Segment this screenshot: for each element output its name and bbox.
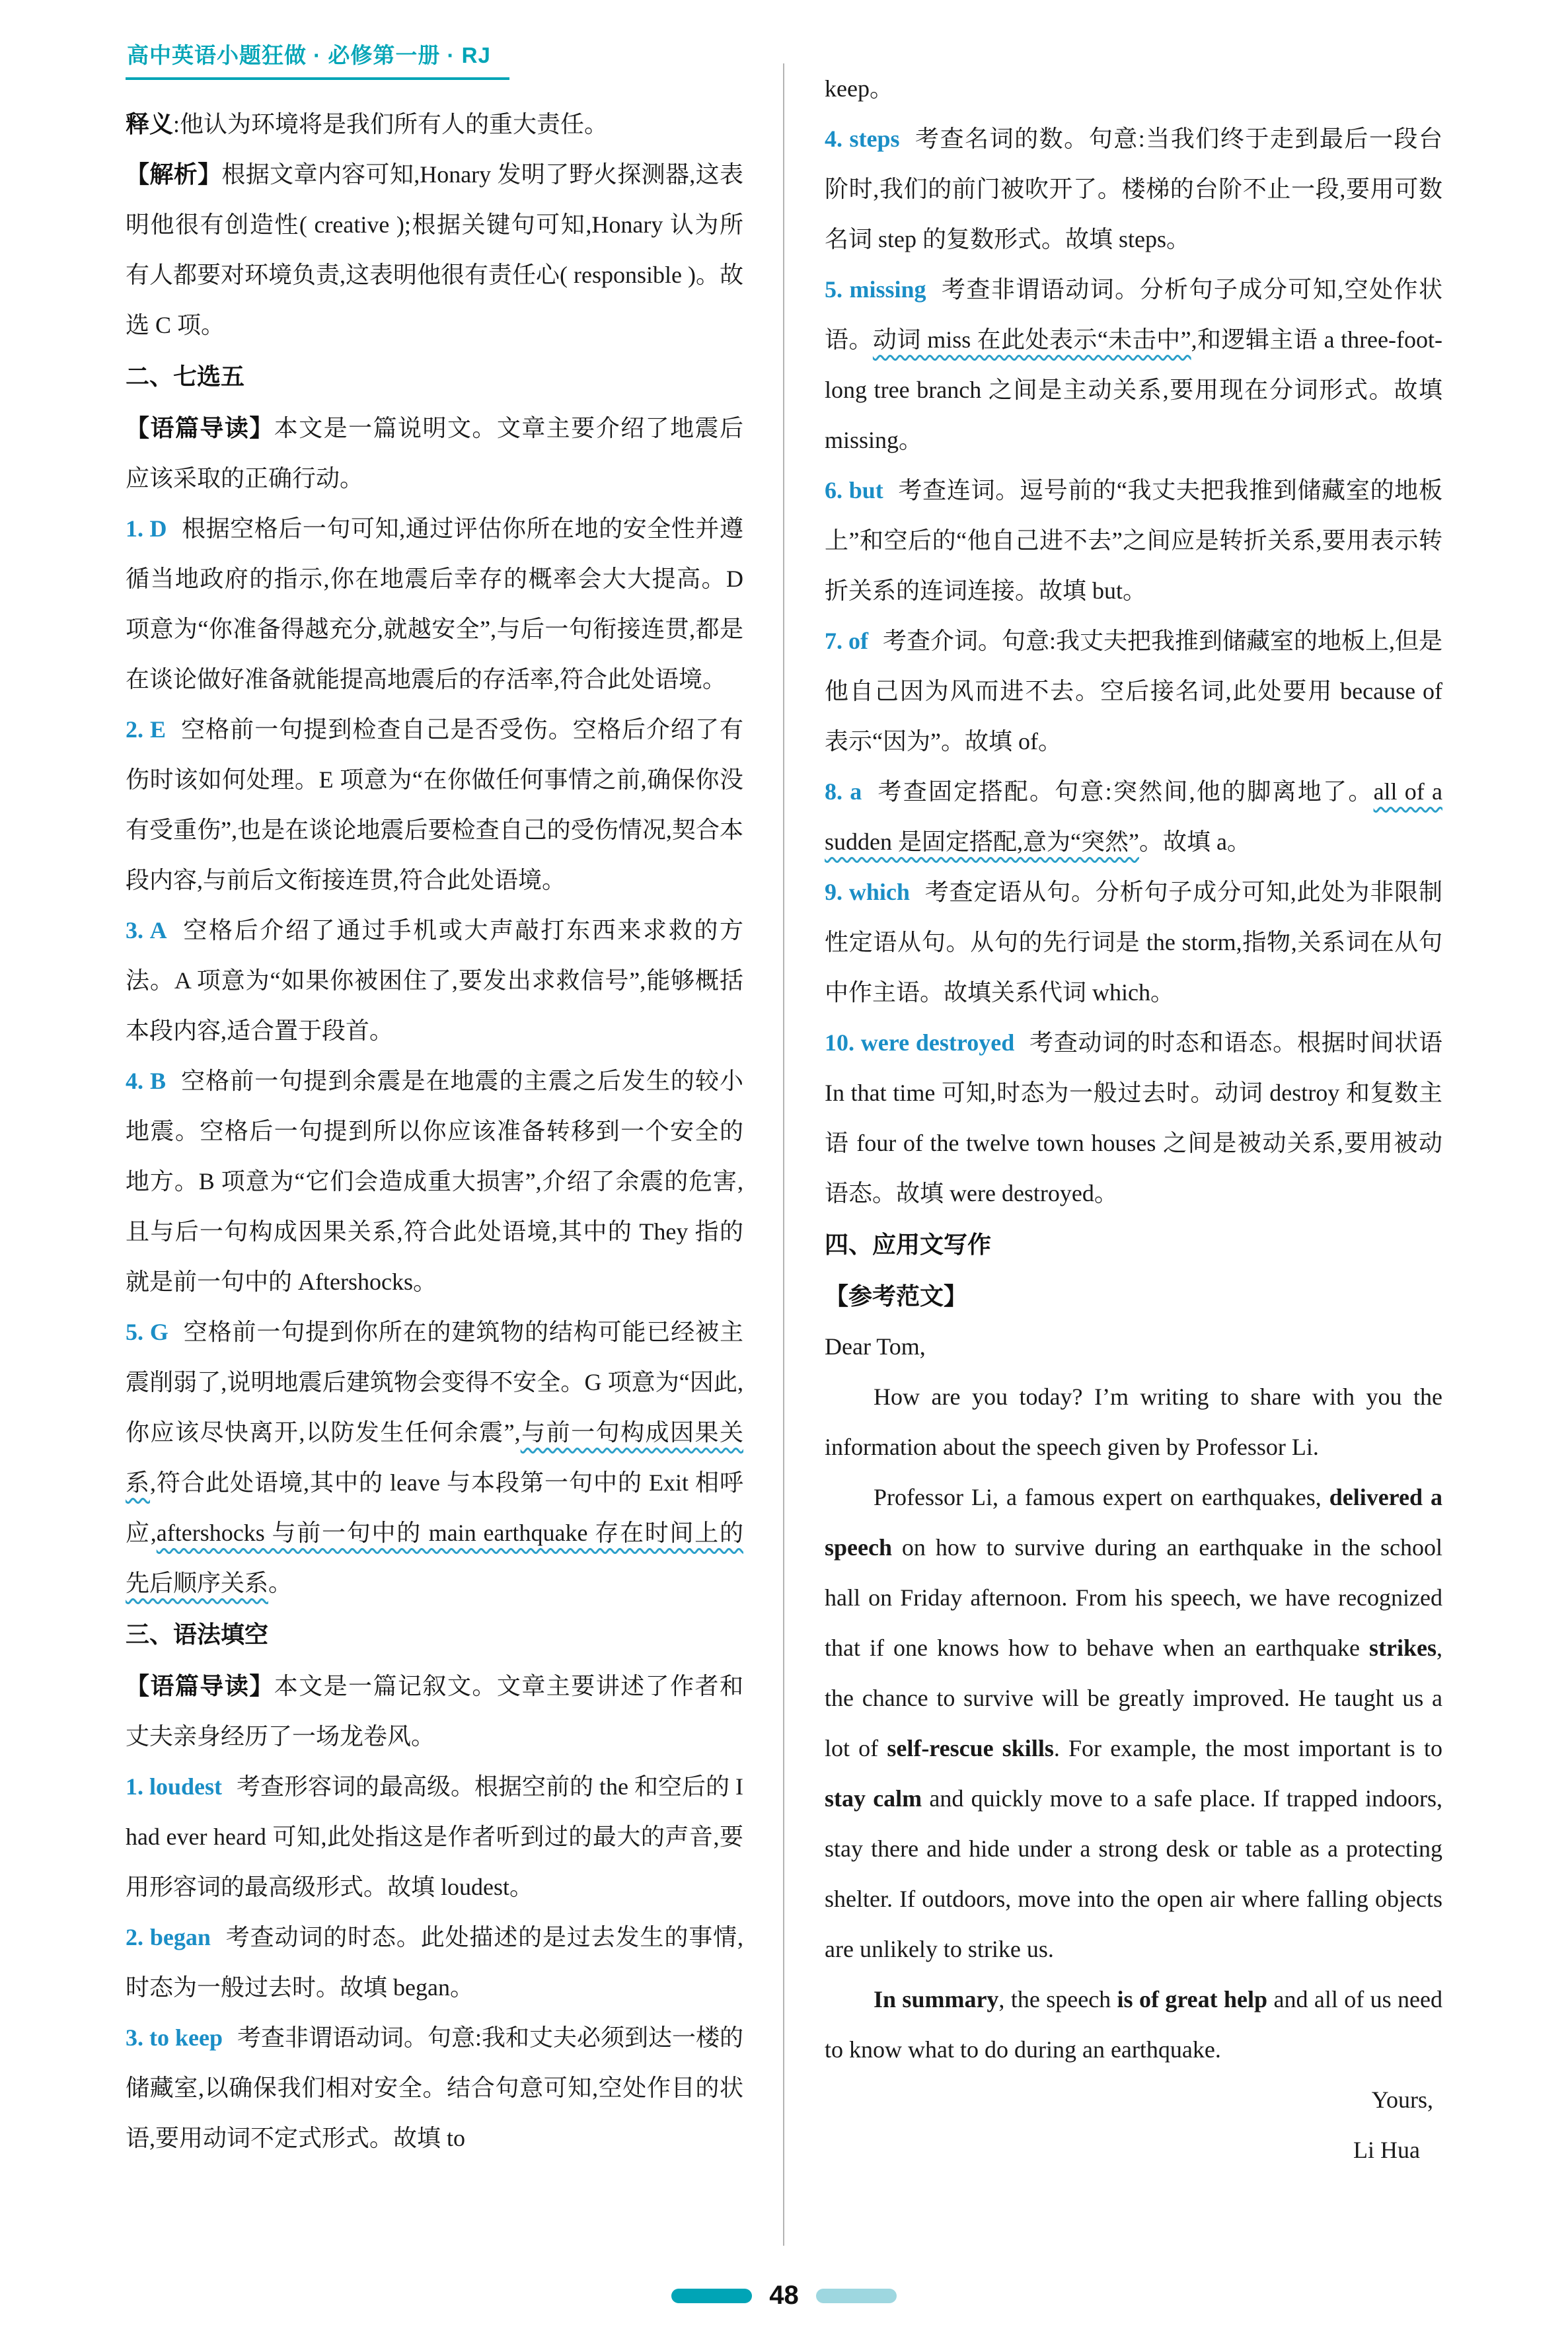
letter-paragraph (825, 1472, 1442, 1974)
text-run: , the speech (998, 1986, 1117, 2012)
text-run: 考查形容词的最高级。根据空前的 the 和空后的 I had ever heard 可知,此处指这是作者听到过的最大的声音,要用形容词的最高级形式。故填 loudest。 (126, 1773, 744, 1900)
letter-salutation (825, 1321, 1442, 1372)
answer-item (825, 766, 1442, 867)
bold-label: 二、七选五 (126, 363, 245, 390)
footer-left-bar-icon (671, 2289, 752, 2303)
bold-label: 【解析】 (126, 161, 222, 188)
text-run: 考查动词的时态。此处描述的是过去发生的事情,时态为一般过去时。故填 began。 (126, 1924, 743, 2001)
text-run: . For example, the most important is to (1053, 1735, 1442, 1761)
text-run: ,和逻辑主语 a three-foot-long tree branch 之间是主动关系,要用现在分词形式。故填 missing。 (825, 326, 1442, 453)
answer-item (126, 1307, 743, 1608)
bold-phrase: stay calm (825, 1785, 922, 1812)
section-heading (126, 351, 743, 402)
answer-item (126, 704, 743, 905)
book-title: 高中英语小题狂做 · 必修第一册 · RJ (126, 38, 509, 80)
letter-closing (825, 2075, 1442, 2125)
answer-label: 4. steps (825, 126, 900, 152)
bold-label: 三、语法填空 (126, 1621, 269, 1648)
bold-label: 释义 (126, 110, 174, 137)
answer-label: 8. a (825, 778, 862, 805)
text-run: 空格前一句提到余震是在地震的主震之后发生的较小地震。空格后一句提到所以你应该准备转移到一个安全的地方。B 项意为“它们会造成重大损害”,介绍了余震的危害,且与后一句构成因果关系,符合此处语境,其中的 They 指的就是前一句中的 Aftershocks。 (126, 1068, 743, 1295)
bold-label: 【语篇导读】 (126, 1672, 274, 1699)
text-run: 。 (268, 1570, 293, 1596)
letter-paragraph (825, 1372, 1442, 1472)
text-run: Li Hua (1353, 2137, 1420, 2163)
text-run: 考查非谓语动词。句意:我和丈夫必须到达一楼的储藏室,以确保我们相对安全。结合句意可知,空处作目的状语,要用动词不定式形式。故填 to (126, 2024, 744, 2151)
answer-item (126, 905, 743, 1056)
text-run: 根据文章内容可知,Honary 发明了野火探测器,这表明他很有创造性( creative );根据关键句可知,Honary 认为所有人都要对环境负责,这表明他很有责任心( responsible )。故选 C 项。 (126, 161, 743, 338)
text-run: 。故填 a。 (1139, 829, 1251, 855)
answer-item (825, 616, 1442, 766)
text-run: and all of us need to know what to do during an earthquake. (825, 1986, 1442, 2063)
answer-item (126, 1761, 743, 1912)
wavy-underlined-text: all of a sudden 是固定搭配,意为“突然” (825, 778, 1442, 855)
answer-label: 1. D (126, 515, 167, 542)
page-footer (0, 2281, 1568, 2310)
text-run: 考查非谓语动词。分析句子成分可知,空处作状语。 (825, 276, 1442, 353)
text-run: 考查动词的时态和语态。根据时间状语 In that time 可知,时态为一般过去时。动词 destroy 和复数主语 four of the twelve town houses 之间是被动关系,要用被动语态。故填 were destroyed。 (825, 1029, 1442, 1206)
answer-item (825, 465, 1442, 616)
left-column (126, 63, 743, 2246)
text-run: ,符合此处语境,其中的 leave 与本段第一句中的 Exit 相呼应, (126, 1469, 743, 1546)
bold-phrase: self-rescue skills (887, 1735, 1054, 1761)
text-run: keep。 (825, 75, 893, 102)
answer-label: 9. which (825, 879, 910, 905)
answer-item (825, 867, 1442, 1017)
wavy-underlined-text: aftershocks 与前一句中的 main earthquake 存在时间上的先后顺序关系 (126, 1520, 743, 1596)
footer-right-bar-icon (816, 2289, 897, 2303)
answer-item (825, 114, 1442, 264)
answer-item (126, 1056, 743, 1307)
answer-label: 5. missing (825, 276, 926, 303)
passage-guide (126, 403, 743, 503)
text-run: 考查固定搭配。句意:突然间,他的脚离地了。 (876, 778, 1374, 805)
text-run: 空格前一句提到检查自己是否受伤。空格后介绍了有伤时该如何处理。E 项意为“在你做任何事情之前,确保你没有受重伤”,也是在谈论地震后要检查自己的受伤情况,契合本段内容,与前后文衔接连贯,符合此处语境。 (126, 716, 743, 893)
answer-item (126, 2012, 743, 2163)
answer-label: 10. were destroyed (825, 1029, 1015, 1056)
text-run: How are you today? I’m writing to share with you the information about the speech given by Professor Li. (825, 1384, 1442, 1460)
text-run: 本文是一篇记叙文。文章主要讲述了作者和丈夫亲身经历了一场龙卷风。 (126, 1673, 743, 1750)
bold-label: 四、应用文写作 (825, 1231, 992, 1258)
analysis-paragraph (126, 149, 743, 350)
page-number: 48 (769, 2281, 799, 2310)
text-run: , the chance to survive will be greatly improved. He taught us a lot of (825, 1635, 1442, 1761)
answer-label: 5. G (126, 1319, 168, 1345)
text-run: 考查介词。句意:我丈夫把我推到储藏室的地板上,但是他自己因为风而进不去。空后接名词,此处要用 because of 表示“因为”。故填 of。 (825, 628, 1443, 755)
text-run: 考查连词。逗号前的“我丈夫把我推到储藏室的地板上”和空后的“他自己进不去”之间应是转折关系,要用表示转折关系的连词连接。故填 but。 (825, 477, 1443, 604)
bold-phrase: delivered a speech (825, 1484, 1442, 1561)
letter-paragraph (825, 1974, 1442, 2075)
text-run: Yours, (1371, 2086, 1433, 2113)
text-run: Professor Li, a famous expert on earthquakes, (874, 1484, 1329, 1510)
bold-label: 【语篇导读】 (126, 414, 274, 441)
answer-label: 7. of (825, 628, 868, 654)
text-run: 考查名词的数。句意:当我们终于走到最后一段台阶时,我们的前门被吹开了。楼梯的台阶不止一段,要用可数名词 step 的复数形式。故填 steps。 (825, 126, 1442, 252)
model-essay-label (825, 1271, 1442, 1321)
text-run: 考查定语从句。分析句子成分可知,此处为非限制性定语从句。从句的先行词是 the storm,指物,关系词在从句中作主语。故填关系代词 which。 (825, 879, 1442, 1006)
continuation-text (825, 63, 1442, 114)
section-heading (825, 1220, 1442, 1270)
answer-label: 6. but (825, 477, 883, 503)
answer-label: 4. B (126, 1068, 167, 1094)
letter-signature (825, 2125, 1442, 2175)
text-run: Dear Tom, (825, 1333, 926, 1360)
text-run: on how to survive during an earthquake in the school hall on Friday afternoon. From his speech, we have recognized that if one knows how to behave when an earthquake (825, 1534, 1442, 1661)
paraphrase-note (126, 99, 743, 149)
answer-item (126, 503, 743, 704)
text-run: 本文是一篇说明文。文章主要介绍了地震后应该采取的正确行动。 (126, 415, 743, 492)
section-heading (126, 1609, 743, 1660)
text-run: :他认为环境将是我们所有人的重大责任。 (173, 111, 609, 137)
passage-guide (126, 1661, 743, 1761)
bold-phrase: is of great help (1117, 1986, 1268, 2012)
two-column-body (126, 63, 1442, 2246)
answer-label: 3. to keep (126, 2024, 223, 2051)
answer-item (126, 1912, 743, 2012)
answer-item (825, 1017, 1442, 1218)
wavy-underlined-text: 与前一句构成因果关系 (126, 1419, 743, 1496)
right-column (825, 63, 1442, 2246)
answer-label: 3. A (126, 917, 167, 943)
bold-phrase: In summary (874, 1986, 999, 2012)
answer-item (825, 264, 1442, 465)
wavy-underlined-text: 动词 miss 在此处表示“未击中” (872, 326, 1191, 353)
text-run: 根据空格后一句可知,通过评估你所在地的安全性并遵循当地政府的指示,你在地震后幸存的概率会大大提高。D 项意为“你准备得越充分,就越安全”,与后一句衔接连贯,都是在谈论做好准备就能提高地震后的存活率,符合此处语境。 (126, 515, 743, 692)
bold-label: 【参考范文】 (825, 1282, 968, 1310)
column-divider (783, 63, 784, 2246)
text-run: 空格后介绍了通过手机或大声敲打东西来求救的方法。A 项意为“如果你被困住了,要发出求救信号”,能够概括本段内容,适合置于段首。 (126, 917, 743, 1044)
answer-label: 1. loudest (126, 1773, 223, 1800)
text-run: 空格前一句提到你所在的建筑物的结构可能已经被主震削弱了,说明地震后建筑物会变得不安全。G 项意为“因此,你应该尽快离开,以防发生任何余震”, (126, 1319, 743, 1446)
bold-phrase: strikes (1369, 1635, 1437, 1661)
answer-label: 2. E (126, 716, 167, 743)
answer-label: 2. began (126, 1924, 211, 1950)
text-run: and quickly move to a safe place. If trapped indoors, stay there and hide under a strong desk or table as a protecting shelter. If outdoors, move into the open air where falling objects are unlikely to strike us. (825, 1785, 1442, 1962)
